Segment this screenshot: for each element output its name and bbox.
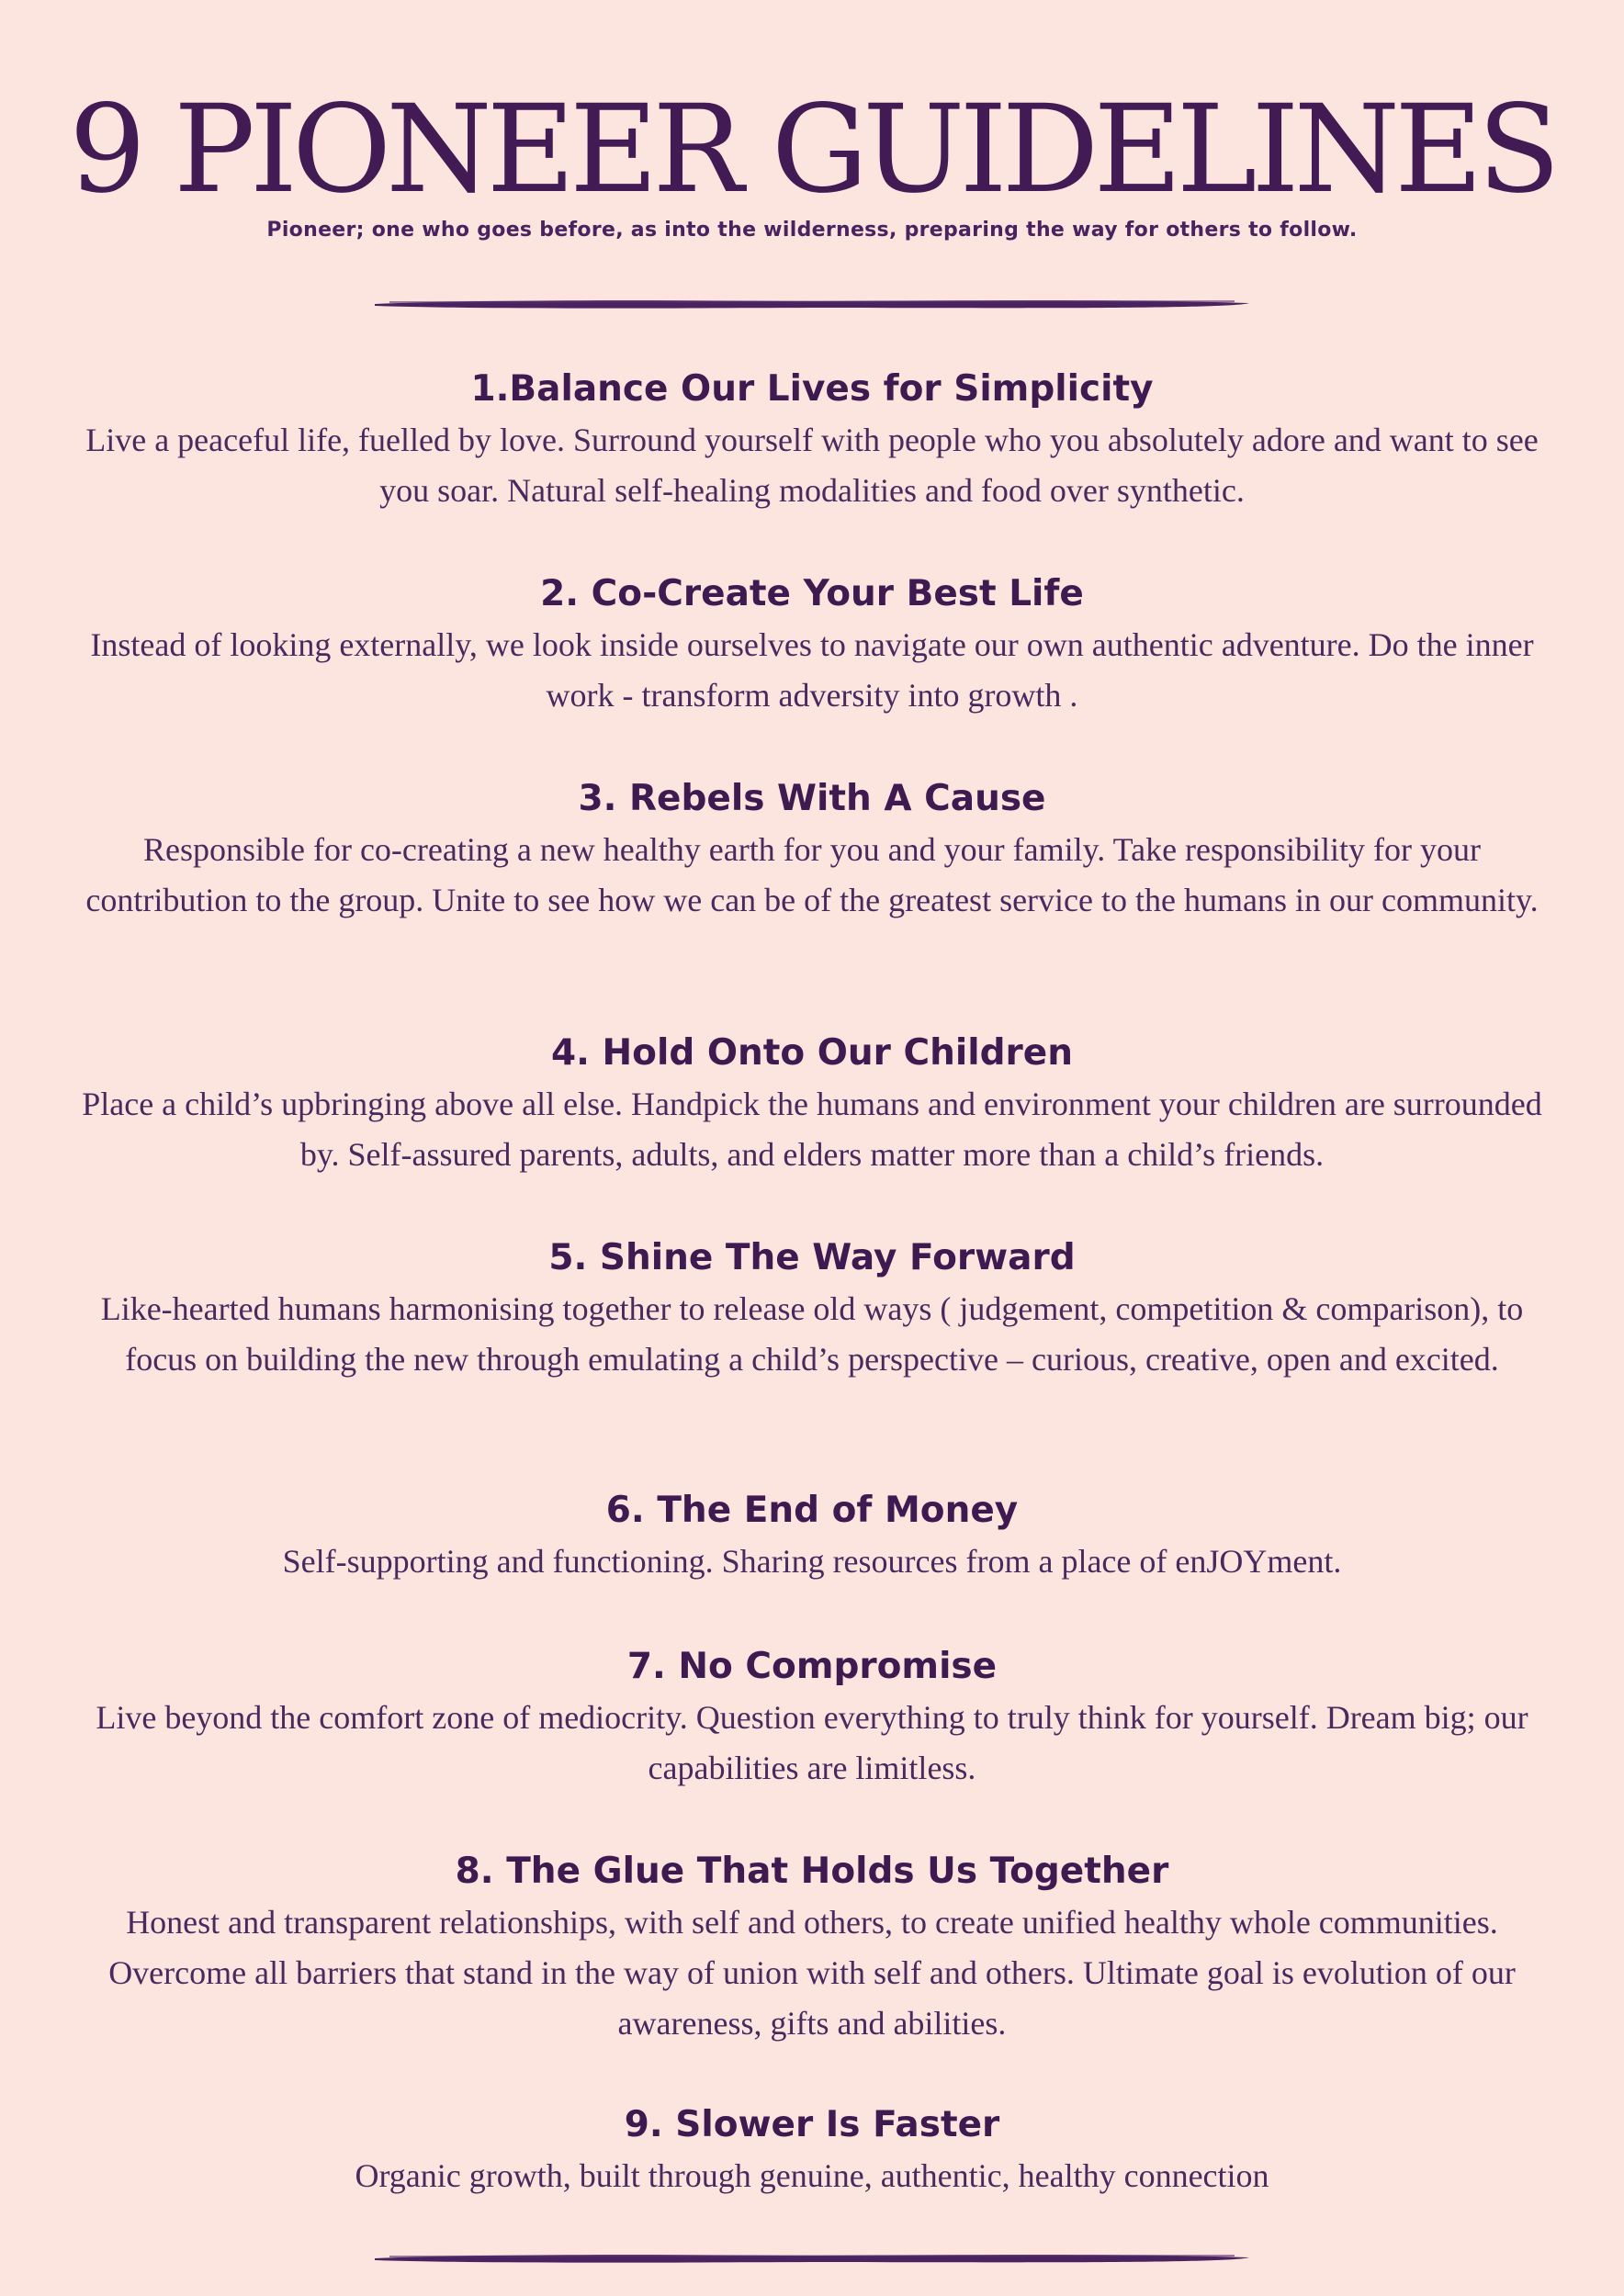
guideline-1 (73, 364, 1551, 516)
brush-divider-bottom (371, 2250, 1253, 2267)
guideline-body: Organic growth, built through genuine, authentic, healthy connection (355, 2157, 1269, 2194)
guideline-heading: 1.Balance Our Lives for Simplicity (470, 368, 1154, 410)
guideline-body: Like-hearted humans harmonising together to release old ways ( judgement, competition & comparison), to focus on building the new through emulating a child’s perspective – curious, creative, open and excited. (100, 1290, 1524, 1378)
guideline-heading: 3. Rebels With A Cause (578, 778, 1046, 819)
guideline-heading: 4. Hold Onto Our Children (551, 1032, 1073, 1074)
guideline-body: Place a child’s upbringing above all else. Handpick the humans and environment your children are surrounded by. Self-assured parents, adults, and elders matter more than a child’s friends. (82, 1086, 1542, 1173)
guideline-6 (73, 1485, 1551, 1587)
guideline-body: Honest and transparent relationships, with self and others, to create unified healthy whole communities. Overcome all barriers that stand in the way of union with self and others. Ultimate goal is evolution of our awareness, gifts and abilities. (108, 1904, 1516, 2042)
guideline-4 (73, 1028, 1551, 1180)
guideline-7 (73, 1641, 1551, 1794)
guideline-heading: 9. Slower Is Faster (624, 2104, 1000, 2145)
guideline-5 (73, 1232, 1551, 1385)
guideline-body: Instead of looking externally, we look inside ourselves to navigate our own authentic adventure. Do the inner work - transform adversity into growth . (90, 626, 1534, 714)
guideline-heading: 5. Shine The Way Forward (548, 1237, 1076, 1278)
page-title: 9 PIONEER GUIDELINES (69, 79, 1555, 220)
brush-divider-top (371, 296, 1253, 312)
guideline-body: Self-supporting and functioning. Sharing resources from a place of enJOYment. (282, 1543, 1342, 1580)
guideline-heading: 2. Co-Create Your Best Life (540, 573, 1084, 614)
guideline-heading: 7. No Compromise (626, 1646, 998, 1687)
guideline-3 (73, 773, 1551, 926)
guideline-8 (73, 1846, 1551, 2049)
guideline-heading: 8. The Glue That Holds Us Together (455, 1851, 1169, 1892)
guideline-9 (73, 2099, 1551, 2201)
guideline-heading: 6. The End of Money (605, 1490, 1019, 1531)
guideline-body: Live beyond the comfort zone of mediocrity. Question everything to truly think for yourself. Dream big; our capabilities are limitless. (96, 1699, 1528, 1786)
page-subtitle: Pioneer; one who goes before, as into the wilderness, preparing the way for others to follow. (266, 219, 1358, 242)
guideline-2 (73, 568, 1551, 721)
guideline-body: Live a peaceful life, fuelled by love. Surround yourself with people who you absolutely adore and want to see you soar. Natural self-healing modalities and food over synthetic. (85, 422, 1539, 509)
guideline-body: Responsible for co-creating a new healthy earth for you and your family. Take responsibility for your contribution to the group. Unite to see how we can be of the greatest service to the humans in our community. (85, 831, 1539, 918)
